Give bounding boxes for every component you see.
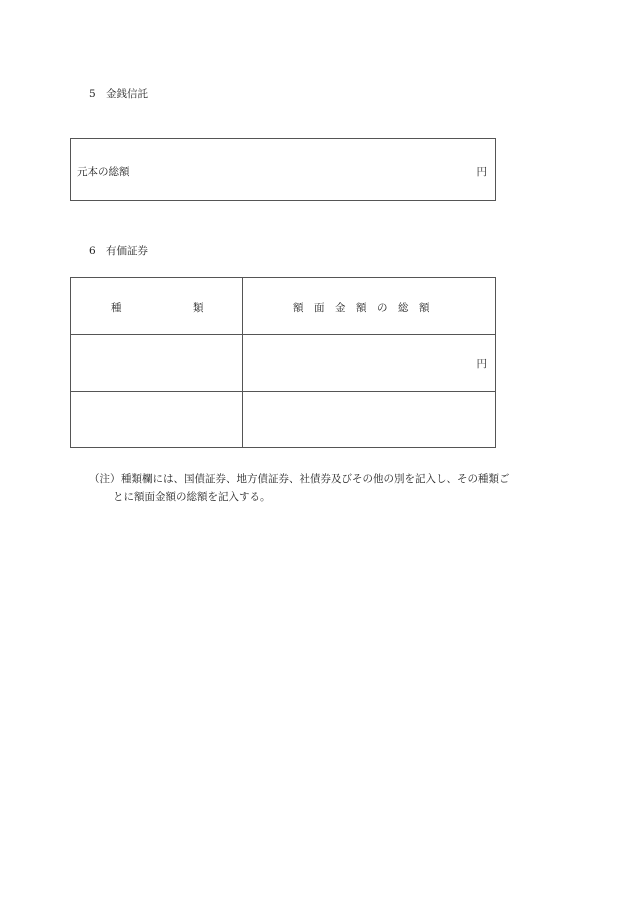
column-divider [242, 278, 243, 447]
note-line-1: 種類欄には、国債証券、地方債証券、社債券及びその他の別を記入し、その種類ご [121, 473, 510, 485]
row-divider [71, 391, 495, 392]
type-header-char-2: 類 [193, 302, 204, 314]
section-6-heading [89, 243, 148, 258]
money-trust-box [70, 138, 496, 201]
securities-table [70, 277, 496, 448]
note-line-2: とに額面金額の総額を記入する。 [113, 491, 271, 503]
note [89, 470, 510, 506]
section-5-heading [89, 86, 148, 101]
section-6-title: 有価証券 [106, 245, 148, 257]
row-divider [71, 334, 495, 335]
note-tag: （注） [89, 473, 121, 485]
section-6-number: 6 [89, 245, 96, 257]
principal-total-label: 元本の総額 [77, 166, 130, 178]
type-header-char-1: 種 [111, 302, 122, 314]
section-5-title: 金銭信託 [106, 88, 148, 100]
section-5-number: 5 [89, 88, 96, 100]
face-value-unit: 円 [476, 358, 487, 370]
face-value-total-header: 額面金額の総額 [293, 302, 440, 314]
principal-total-unit: 円 [476, 166, 487, 178]
